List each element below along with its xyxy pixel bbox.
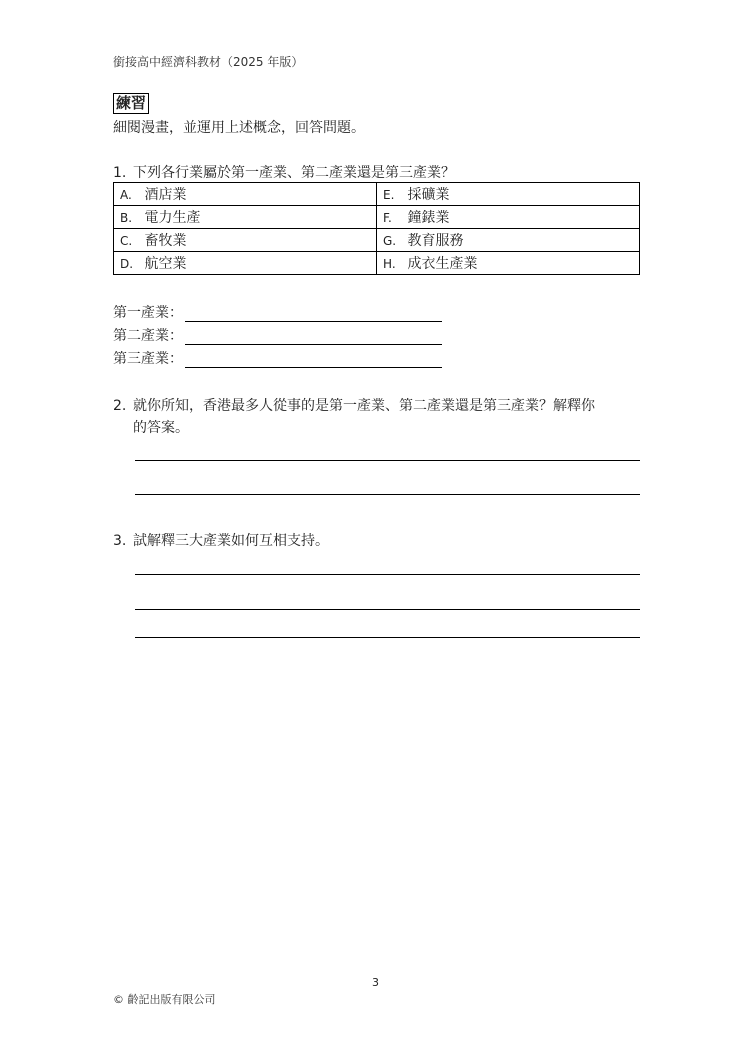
table-row xyxy=(114,206,640,229)
publisher-footer: © 齡記出版有限公司 xyxy=(113,993,216,1006)
option-letter: G. xyxy=(383,234,397,248)
option-text: 電力生產 xyxy=(144,210,201,226)
writing-line[interactable] xyxy=(135,460,640,461)
question-3-text: 試解釋三大產業如何互相支持。 xyxy=(133,533,329,549)
option-cell xyxy=(114,183,377,206)
option-letter: A. xyxy=(120,188,132,202)
answer-row-tertiary xyxy=(113,348,442,368)
question-1-text: 下列各行業屬於第一產業、第二產業還是第三產業？ xyxy=(133,165,455,181)
question-3 xyxy=(113,530,329,550)
answer-label: 第三產業： xyxy=(113,351,183,367)
option-cell xyxy=(114,206,377,229)
writing-line[interactable] xyxy=(135,574,640,575)
option-cell xyxy=(114,229,377,252)
option-letter: C. xyxy=(120,234,133,248)
option-cell xyxy=(377,206,640,229)
option-cell xyxy=(377,252,640,275)
option-text: 成衣生產業 xyxy=(407,256,478,272)
section-intro: 細閱漫畫，並運用上述概念，回答問題。 xyxy=(113,120,365,136)
answer-line[interactable] xyxy=(185,330,442,345)
section-title: 練習 xyxy=(113,93,149,114)
writing-line[interactable] xyxy=(135,494,640,495)
question-2-number: 2. xyxy=(113,398,127,414)
table-row xyxy=(114,252,640,275)
answer-line[interactable] xyxy=(185,307,442,322)
option-text: 酒店業 xyxy=(144,187,187,203)
answer-row-primary xyxy=(113,302,442,322)
option-text: 教育服務 xyxy=(407,233,464,249)
question-2 xyxy=(113,395,595,415)
option-cell xyxy=(377,229,640,252)
option-letter: F. xyxy=(383,211,392,225)
option-cell xyxy=(114,252,377,275)
answer-label: 第二產業： xyxy=(113,328,183,344)
option-letter: E. xyxy=(383,188,395,202)
option-letter: B. xyxy=(120,211,133,225)
answer-row-secondary xyxy=(113,325,442,345)
document-header: 銜接高中經濟科教材（2025 年版） xyxy=(113,55,304,69)
option-text: 鐘錶業 xyxy=(407,210,450,226)
option-letter: D. xyxy=(120,257,134,271)
option-text: 畜牧業 xyxy=(144,233,187,249)
question-1 xyxy=(113,162,455,182)
table-row xyxy=(114,183,640,206)
page-number: 3 xyxy=(372,976,379,989)
question-1-number: 1. xyxy=(113,165,127,181)
option-letter: H. xyxy=(383,257,396,271)
writing-line[interactable] xyxy=(135,609,640,610)
answer-label: 第一產業： xyxy=(113,305,183,321)
table-row xyxy=(114,229,640,252)
industry-options-table xyxy=(113,182,640,275)
answer-line[interactable] xyxy=(185,353,442,368)
option-text: 航空業 xyxy=(144,256,187,272)
question-2-text-cont: 的答案。 xyxy=(133,420,189,436)
option-cell xyxy=(377,183,640,206)
writing-line[interactable] xyxy=(135,637,640,638)
question-2-text: 就你所知，香港最多人從事的是第一產業、第二產業還是第三產業？解釋你 xyxy=(133,398,595,414)
option-text: 採礦業 xyxy=(407,187,450,203)
question-3-number: 3. xyxy=(113,533,127,549)
